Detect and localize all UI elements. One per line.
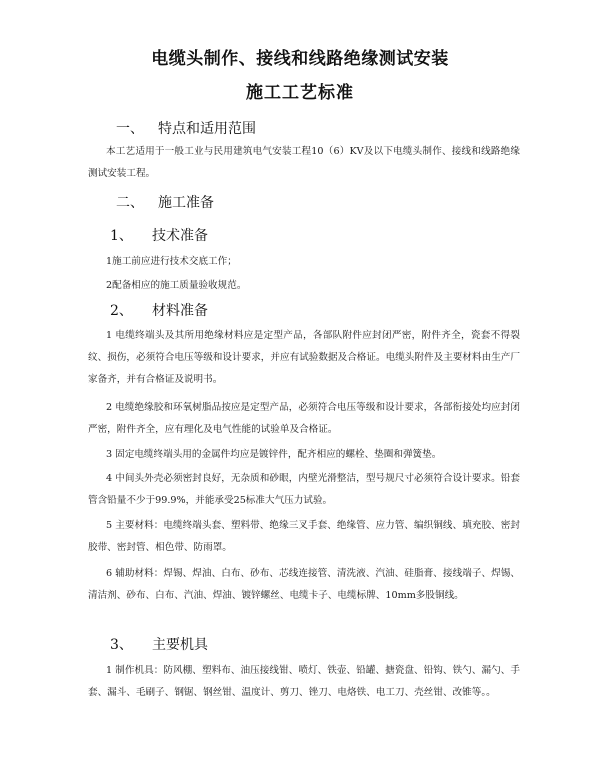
paragraph-tools-1: 1 制作机具：防风棚、塑料布、油压接线钳、喷灯、铁壶、铅罐、搪瓷盘、铅钩、铁勺、漏勺、手套、漏斗、毛刷子、钢锯、钢丝钳、温度计、剪刀、锉刀、电烙铁、电工刀、壳丝钳、改锥等。。 <box>88 665 520 698</box>
list-item: 2配备相应的施工质量验收规范。 <box>106 280 247 291</box>
paragraph-material-1: 1 电缆终端头及其所用绝缘材料应是定型产品，各部队附件应封闭严密，附件齐全，瓷套不得裂纹、损伤，必须符合电压等级和设计要求，并应有试验数据及合格证。电缆头附件及主要材料由生产厂家备齐，并有合格证及说明书。 <box>88 330 520 385</box>
paragraph-material-4: 4 中间头外壳必须密封良好，无杂质和砂眼，内壁光滑整洁，型号规尺寸必须符合设计要求。铅套管含铅量不少于99.9%，并能承受25标准大气压力试验。 <box>88 473 520 506</box>
section-title: 特点和适用范围 <box>158 121 256 137</box>
document-subtitle: 施工工艺标准 <box>246 83 354 103</box>
section-title: 施工准备 <box>158 195 214 211</box>
subsection-number: 2、 <box>110 303 133 319</box>
section-number: 一、 <box>116 121 144 137</box>
subsection-title: 主要机具 <box>152 637 208 653</box>
paragraph-material-6: 6 辅助材料：焊锡、焊油、白布、砂布、芯线连接管、清洗液、汽油、硅脂膏、接线端子、焊锡、清洁剂、砂布、白布、汽油、焊油、镀锌螺丝、电缆卡子、电缆标牌、10mm多股铜线。 <box>88 568 520 601</box>
subsection-number: 1、 <box>110 228 133 244</box>
paragraph-material-3: 3 固定电缆终端头用的金属件均应是镀锌件，配齐相应的螺栓、垫圈和弹簧垫。 <box>106 449 442 460</box>
subsection-title: 技术准备 <box>152 228 208 244</box>
section-heading-2 <box>116 192 214 212</box>
subsection-heading-tools <box>110 634 208 654</box>
paragraph-scope: 本工艺适用于一般工业与民用建筑电气安装工程10（6）KV及以下电缆头制作、接线和线路绝缘测试安装工程。 <box>88 146 520 179</box>
document-title: 电缆头制作、接线和线路绝缘测试安装 <box>151 49 449 69</box>
paragraph-material-5: 5 主要材料：电缆终端头套、塑料带、绝缘三叉手套、绝缘管、应力管、编织铜线、填充胶、密封胶带、密封管、相色带、防雨罩。 <box>88 520 520 553</box>
subsection-heading-tech <box>110 225 208 245</box>
list-item: 1施工前应进行技术交底工作； <box>106 256 237 267</box>
section-heading-1 <box>116 118 256 138</box>
section-number: 二、 <box>116 195 144 211</box>
paragraph-material-2: 2 电缆绝缘胶和环氧树脂品按应是定型产品，必须符合电压等级和设计要求，各部衔接处均应封闭严密，附件齐全，应有理化及电气性能的试验单及合格证。 <box>88 402 520 435</box>
subsection-heading-materials <box>110 300 208 320</box>
subsection-number: 3、 <box>110 637 133 653</box>
subsection-title: 材料准备 <box>152 303 208 319</box>
